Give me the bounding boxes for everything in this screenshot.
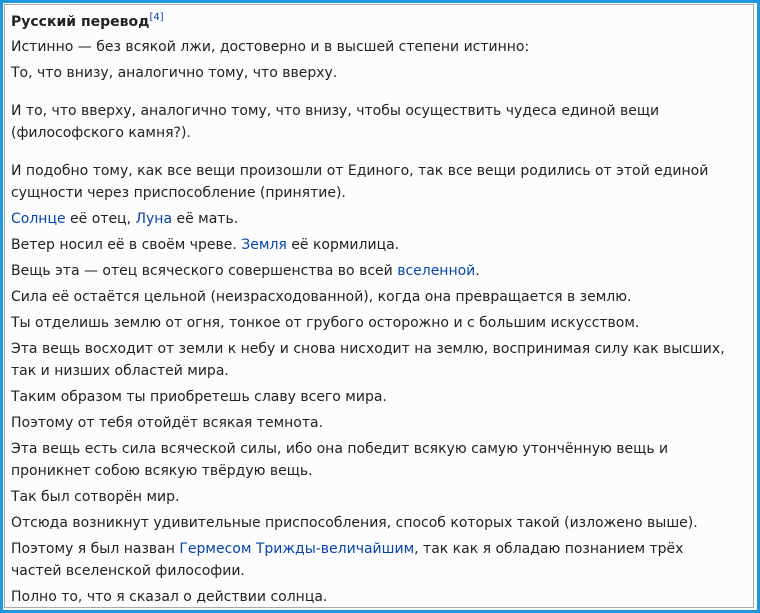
translation-box <box>4 4 754 608</box>
link-universe[interactable]: вселенной <box>397 263 476 279</box>
line-13: Эта вещь есть сила всяческой силы, ибо она победит всякую самую утончённую вещь и проникнет собою всякую твёрдую вещь. <box>11 441 669 479</box>
line-14: Так был сотворён мир. <box>11 489 180 505</box>
section-heading <box>11 8 753 32</box>
line-15: Отсюда возникнут удивительные приспособления, способ которых такой (изложено выше). <box>11 515 698 531</box>
line-5 <box>11 208 733 230</box>
heading-title: Русский перевод <box>11 14 150 30</box>
link-moon[interactable]: Луна <box>135 211 173 227</box>
line-5-mid: её отец, <box>65 211 136 227</box>
line-5-tail: её мать. <box>172 211 239 227</box>
line-9: Ты отделишь землю от огня, тонкое от грубого осторожно и с большим искусством. <box>11 315 640 331</box>
line-7-pre: Вещь эта — отец всяческого совершенства во всей <box>11 263 398 279</box>
line-6 <box>11 234 733 256</box>
line-17: Полно то, что я сказал о действии солнца. <box>11 589 328 605</box>
line-8: Сила её остаётся цельной (неизрасходованной), когда она превращается в землю. <box>11 289 632 305</box>
line-4: И подобно тому, как все вещи произошли от Единого, так все вещи родились от этой единой сущности через приспособление (принятие). <box>11 163 709 201</box>
link-earth[interactable]: Земля <box>241 237 287 253</box>
line-12: Поэтому от тебя отойдёт всякая темнота. <box>11 415 324 431</box>
line-2: То, что внизу, аналогично тому, что вверху. <box>11 65 338 81</box>
line-3: И то, что вверху, аналогично тому, что внизу, чтобы осуществить чудеса единой вещи (философского камня?). <box>11 103 660 141</box>
line-1: Истинно — без всякой лжи, достоверно и в высшей степени истинно: <box>11 39 530 55</box>
line-7 <box>11 260 733 282</box>
line-11: Таким образом ты приобретешь славу всего мира. <box>11 389 387 405</box>
line-10: Эта вещь восходит от земли к небу и снова нисходит на землю, воспринимая силу как высших, так и низших областей мира. <box>11 341 725 379</box>
line-16-pre: Поэтому я был назван <box>11 541 180 557</box>
line-16 <box>11 538 733 582</box>
line-6-tail: её кормилица. <box>286 237 400 253</box>
link-sun[interactable]: Солнце <box>11 211 66 227</box>
line-6-pre: Ветер носил её в своём чреве. <box>11 237 242 253</box>
line-16-tail: , так как я обладаю познанием трёх частей вселенской философии. <box>11 541 684 579</box>
link-hermes[interactable]: Гермесом Трижды-величайшим <box>179 541 415 557</box>
line-7-tail: . <box>475 263 480 279</box>
reference-link[interactable]: [4] <box>149 12 164 23</box>
